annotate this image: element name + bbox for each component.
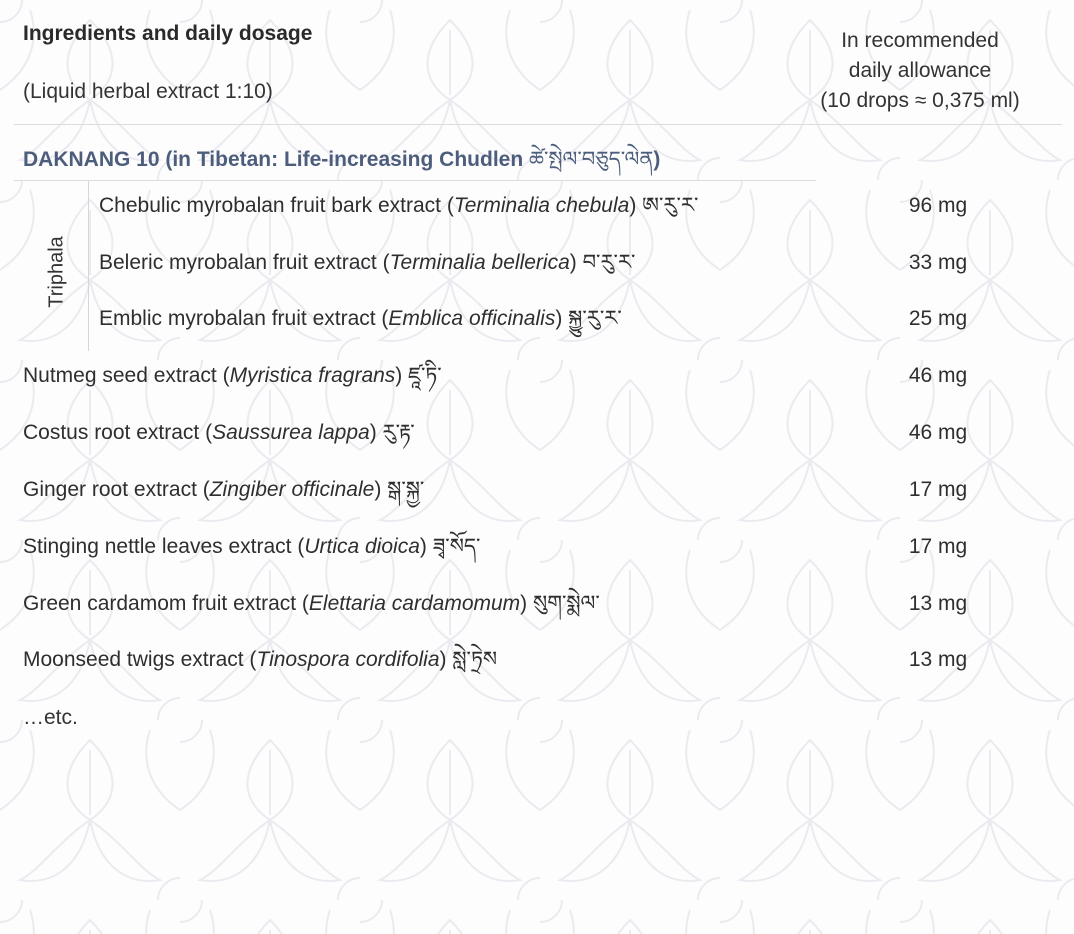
formula-divider <box>14 180 816 181</box>
ingredient-amount: 25 mg <box>908 307 968 330</box>
ingredient-latin-name: Tinospora cordifolia <box>256 648 440 671</box>
ingredient-amount: 33 mg <box>908 251 968 274</box>
ingredient-name: Ginger root extract ( <box>23 478 210 501</box>
formula-close-paren: ) <box>653 148 661 171</box>
ingredient-row <box>23 590 600 618</box>
ingredient-amount: 46 mg <box>908 421 968 444</box>
ingredient-name: Emblic myrobalan fruit extract ( <box>99 307 389 330</box>
ingredient-tibetan-name: རུ་རྟ་ <box>382 421 415 444</box>
ingredient-tibetan-name: སུག་སྨེལ་ <box>533 592 600 615</box>
ingredient-amount: 46 mg <box>908 364 968 387</box>
ingredient-close-paren: ) <box>629 194 637 217</box>
formula-tibetan-name: ཚེ་སྤེལ་བཅུད་ལེན <box>529 148 654 171</box>
ingredient-tibetan-name: སླེ་ཏྲེས <box>452 648 498 671</box>
ingredient-name: Green cardamom fruit extract ( <box>23 592 309 615</box>
daily-allowance-line-2: daily allowance <box>848 59 992 82</box>
ingredient-row <box>23 362 442 390</box>
ingredient-row <box>99 305 622 333</box>
ingredient-amount: 13 mg <box>908 648 968 671</box>
ingredient-tibetan-name: ཨ་རུ་ར་ <box>642 194 699 217</box>
ingredient-amount: 96 mg <box>908 194 968 217</box>
ingredient-tibetan-name: སྒ་སྐྱ་ <box>387 478 425 501</box>
ingredient-close-paren: ) <box>419 535 427 558</box>
page-title: Ingredients and daily dosage <box>23 22 313 45</box>
ingredient-latin-name: Emblica officinalis <box>388 307 556 330</box>
ingredient-amount: 13 mg <box>908 592 968 615</box>
ingredient-latin-name: Urtica dioica <box>304 535 420 558</box>
daily-allowance-header <box>790 26 1050 116</box>
ingredient-name: Nutmeg seed extract ( <box>23 364 230 387</box>
extract-ratio-subtitle: (Liquid herbal extract 1:10) <box>23 80 273 103</box>
ingredient-tibetan-name: ཟྭ་སོད་ <box>432 535 481 558</box>
header-divider <box>14 124 1062 125</box>
ingredient-latin-name: Terminalia chebula <box>453 194 630 217</box>
formula-title <box>23 136 660 195</box>
ingredient-close-paren: ) <box>374 478 382 501</box>
ingredient-close-paren: ) <box>520 592 528 615</box>
triphala-group-label: Triphala <box>45 236 68 308</box>
etc-text: …etc. <box>23 706 78 729</box>
ingredient-row <box>23 646 497 674</box>
daily-allowance-line-3: (10 drops ≈ 0,375 ml) <box>820 89 1020 112</box>
triphala-group-bracket <box>88 181 89 351</box>
ingredient-row <box>23 533 480 561</box>
ingredient-close-paren: ) <box>555 307 563 330</box>
ingredient-row <box>99 249 635 277</box>
ingredient-latin-name: Saussurea lappa <box>212 421 370 444</box>
ingredient-name: Beleric myrobalan fruit extract ( <box>99 251 390 274</box>
ingredient-latin-name: Myristica fragrans <box>229 364 396 387</box>
ingredient-row <box>23 476 424 504</box>
ingredient-name: Chebulic myrobalan fruit bark extract ( <box>99 194 454 217</box>
ingredient-tibetan-name: ཛཱ་ཏི་ <box>408 364 442 387</box>
ingredient-tibetan-name: བ་རུ་ར་ <box>582 251 636 274</box>
ingredient-name: Costus root extract ( <box>23 421 213 444</box>
formula-name: DAKNANG 10 (in Tibetan: Life-increasing Chudlen <box>23 148 524 171</box>
ingredient-row <box>23 419 415 447</box>
ingredient-latin-name: Elettaria cardamomum <box>308 592 521 615</box>
ingredient-amount: 17 mg <box>908 535 968 558</box>
ingredient-close-paren: ) <box>395 364 403 387</box>
ingredient-close-paren: ) <box>439 648 447 671</box>
ingredient-name: Moonseed twigs extract ( <box>23 648 257 671</box>
ingredient-row <box>99 192 698 220</box>
ingredient-name: Stinging nettle leaves extract ( <box>23 535 305 558</box>
ingredient-close-paren: ) <box>369 421 377 444</box>
ingredient-close-paren: ) <box>569 251 577 274</box>
daily-allowance-line-1: In recommended <box>841 29 999 52</box>
ingredient-latin-name: Zingiber officinale <box>209 478 375 501</box>
ingredient-latin-name: Terminalia bellerica <box>389 251 570 274</box>
ingredient-amount: 17 mg <box>908 478 968 501</box>
ingredient-tibetan-name: སྐྱུ་རུ་ར་ <box>568 307 622 330</box>
